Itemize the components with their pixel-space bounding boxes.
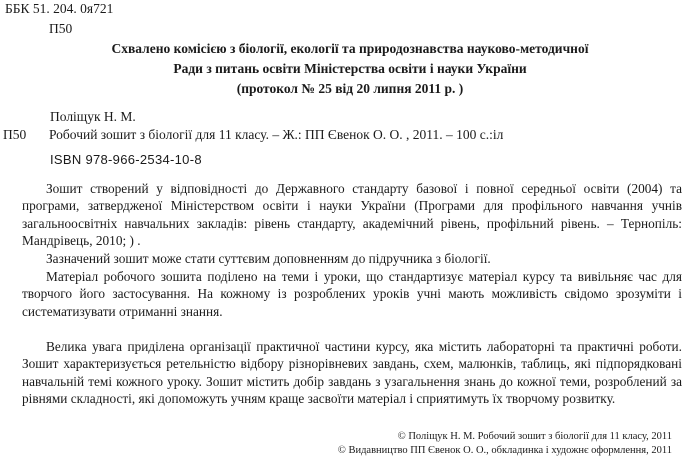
approval-line-2: Ради з питань освіти Міністерства освіти і науки України (173, 61, 527, 76)
author-name: Поліщук Н. М. (50, 109, 136, 124)
paragraph-structure-text: Матеріал робочого зошита поділено на теми і уроки, що стандартизує матеріал курсу та вивільняє час для творчого його застосування. На кожному із розроблених уроків учні мають можливість свідомо зрозуміти і систематизувати отриманні знання. (22, 269, 682, 319)
paragraph-structure (22, 268, 682, 320)
index-code: П50 (49, 21, 73, 36)
paragraph-standard-text: Зошит створений у відповідності до Державного стандарту базової і повної середньої освіти (2004) та програми, затвердженої Міністерством освіти і науки України (Програми для профільного навчання учнів загальноосвітніх навчальних закладів: рівень стандарту, академічний рівень, профільний рівень. – Тернопіль: Мандрівець, 2010; ) . (22, 181, 682, 249)
copyright-publisher: © Видавництво ПП Євенок О. О., обкладинка і художнє оформлення, 2011 (337, 445, 672, 456)
paragraph-standard (22, 180, 682, 250)
paragraph-supplement (22, 250, 682, 267)
copyright-author: © Поліщук Н. М. Робочий зошит з біології для 11 класу, 2011 (397, 431, 672, 442)
paragraph-practice-text: Велика увага приділена організації практичної частини курсу, яка містить лабораторні та практичні роботи. Зошит характеризується ретельністю відбору різнорівневих завдань, схем, малюнків, таблиць, які підпорядковані навчальній темі кожного уроку. Зошит містить добір завдань з узагальнення знань до кожної теми, розроблений за рівнями складності, які допоможуть учням краще засвоїти матеріал і сприятимуть їх творчому розвитку. (22, 339, 682, 407)
paragraph-practice (22, 338, 682, 408)
paragraph-supplement-text: Зазначений зошит може стати суттєвим доповненням до підручника з біології. (46, 251, 491, 266)
catalog-entry (3, 128, 503, 142)
catalog-entry-text: Робочий зошит з біології для 11 класу. – Ж.: ПП Євенок О. О. , 2011. – 100 с.:іл (49, 127, 504, 142)
approval-line-1: Схвалено комісією з біології, екології та природознавства науково-методичної (111, 41, 589, 56)
approval-line-3: (протокол № 25 від 20 липня 2011 р. ) (236, 81, 464, 96)
bbk-classification: ББК 51. 204. 0я721 (5, 1, 114, 16)
catalog-code: П50 (3, 127, 27, 142)
isbn-number: ISBN 978-966-2534-10-8 (50, 152, 202, 167)
